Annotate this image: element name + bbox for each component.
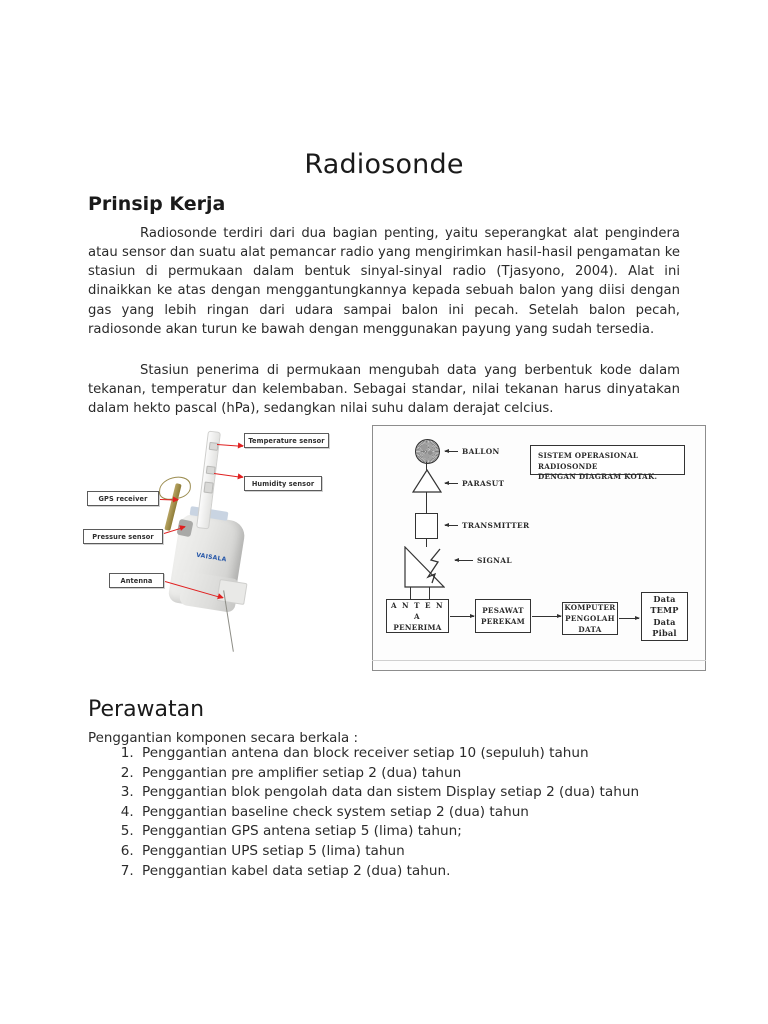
maintenance-lead: Penggantian komponen secara berkala :: [88, 731, 359, 747]
page-title: Radiosonde: [304, 149, 464, 181]
label-parasut: PARASUT: [462, 479, 505, 488]
callout-pressure-sensor: Pressure sensor: [83, 529, 163, 544]
label-ballon: BALLON: [462, 447, 500, 456]
radiosonde-photo-figure: [78, 425, 358, 675]
sonde-label-tab: [216, 579, 247, 605]
dish-leg-left: [410, 587, 411, 599]
arrow-pesawat-to-komputer: [532, 616, 561, 617]
flow-box-data-output: [641, 592, 688, 641]
maintenance-list: [104, 744, 698, 881]
pesawat-perekam-line2: PEREKAM: [481, 617, 525, 626]
signal-bolt-icon: [426, 548, 448, 588]
paragraph-2: Stasiun penerima di permukaan mengubah data yang berbentuk kode dalam tekanan, temperatur dan kelembaban. Sebagai standar, nilai tekanan harus dinyatakan dalam hekto pascal (hPa), sedangkan nilai suhu dalam derajat celcius.: [88, 363, 680, 417]
section-heading-prinsip-kerja: Prinsip Kerja: [88, 192, 226, 215]
label-signal: SIGNAL: [477, 556, 512, 565]
data-line1: Data: [653, 593, 676, 604]
antena-penerima-line2: PENERIMA: [393, 622, 442, 632]
data-line2: TEMP: [650, 605, 679, 615]
callout-temperature-sensor: Temperature sensor: [244, 433, 329, 448]
list-item: 7. Penggantian kabel data setiap 2 (dua) tahun.: [138, 862, 698, 882]
pesawat-perekam-line1: PESAWAT: [482, 606, 524, 615]
ballon-icon: [415, 439, 440, 464]
callout-humidity-sensor: Humidity sensor: [244, 476, 322, 491]
komputer-line1: KOMPUTER: [564, 603, 616, 612]
label-transmitter: TRANSMITTER: [462, 521, 530, 530]
parasut-icon: [412, 469, 442, 493]
diagram-title-box: [530, 445, 685, 481]
block-diagram-figure: [372, 425, 706, 671]
list-item: 5. Penggantian GPS antena setiap 5 (lima) tahun;: [138, 822, 698, 842]
callout-antenna: Antenna: [109, 573, 164, 588]
arrow-ballon: [445, 451, 458, 452]
list-item: 1. Penggantian antena dan block receiver setiap 10 (sepuluh) tahun: [138, 744, 698, 764]
leader-temperature-sensor: [217, 444, 243, 447]
arrow-parasut: [445, 483, 458, 484]
arrow-transmitter: [445, 525, 458, 526]
flow-box-antena-penerima: [386, 599, 449, 633]
diagram-title-line-1: SISTEM OPERASIONAL RADIOSONDE: [538, 451, 639, 471]
data-line4: Pibal: [652, 628, 677, 638]
komputer-line3: DATA: [578, 625, 602, 634]
antena-penerima-line1: A N T E N A: [390, 600, 445, 621]
data-line3: Data: [653, 616, 676, 627]
list-item: 6. Penggantian UPS setiap 5 (lima) tahun: [138, 842, 698, 862]
arrow-antena-to-pesawat: [450, 616, 474, 617]
flow-box-pesawat-perekam: [475, 599, 531, 633]
figure-row: [0, 425, 768, 675]
arrow-komputer-to-data: [619, 618, 639, 619]
diagram-title-line-2: DENGAN DIAGRAM KOTAK.: [538, 472, 658, 481]
leader-humidity-sensor: [214, 473, 243, 478]
section-heading-perawatan: Perawatan: [88, 697, 205, 723]
paragraph-1: Radiosonde terdiri dari dua bagian penting, yaitu seperangkat alat pengindera atau sensor dan suatu alat pemancar radio yang mengirimkan hasil-hasil pengamatan ke stasiun di permukaan dalam bentuk sinyal-sinyal radio (Tjasyono, 2004). Alat ini dinaikkan ke atas dengan menggantungkannya kepada sebuah balon yang diisi dengan gas yang lebih ringan dari udara sampai balon ini pecah. Setelah balon pecah, radiosonde akan turun ke bawah dengan menggunakan payung yang sudah tersedia.: [88, 226, 680, 337]
list-item: 4. Penggantian baseline check system setiap 2 (dua) tahun: [138, 803, 698, 823]
brand-mark: VAISALA: [195, 551, 228, 564]
dish-leg-right: [429, 587, 430, 599]
transmitter-box: [415, 513, 438, 539]
list-item: 3. Penggantian blok pengolah data dan sistem Display setiap 2 (dua) tahun: [138, 783, 698, 803]
figure-underline: [372, 660, 706, 661]
komputer-line2: PENGOLAH: [565, 614, 615, 623]
parasut-to-transmitter-line: [426, 492, 427, 513]
flow-box-komputer-pengolah-data: [562, 602, 618, 635]
list-item: 2. Penggantian pre amplifier setiap 2 (dua) tahun: [138, 764, 698, 784]
callout-gps-receiver: GPS receiver: [87, 491, 159, 506]
arrow-signal: [455, 560, 473, 561]
humidity-sensor-element-2: [203, 482, 213, 494]
